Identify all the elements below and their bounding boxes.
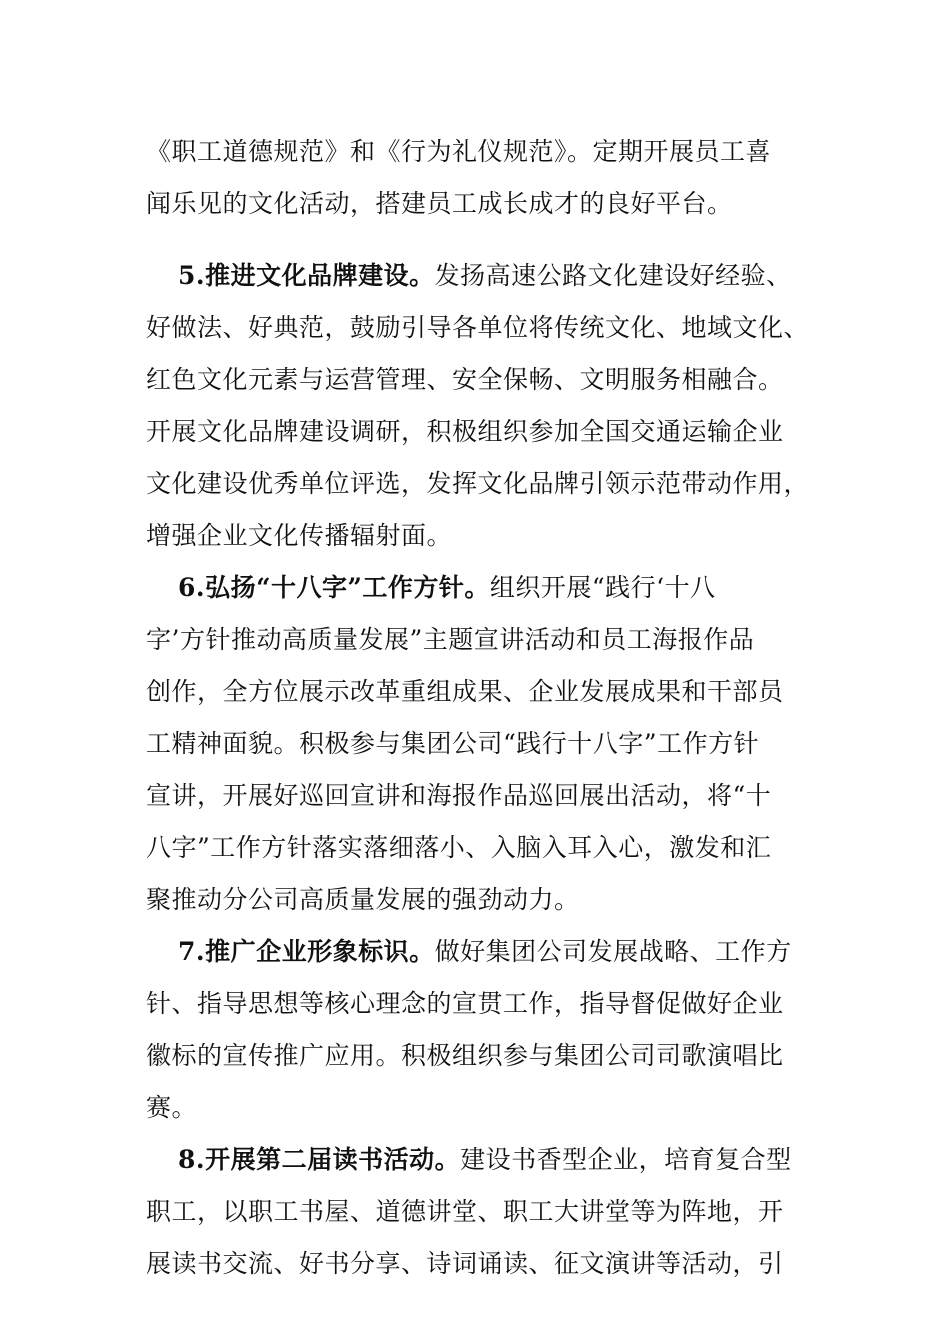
text-line bbox=[146, 926, 806, 978]
text-line: 开展文化品牌建设调研，积极组织参加全国交通运输企业 bbox=[146, 417, 784, 446]
item-7-text: 做好集团公司发展战略、工作方 bbox=[434, 937, 792, 966]
item-6-text: 组织开展“践行‘十八 bbox=[489, 573, 716, 602]
item-7-heading: 7.推广企业形象标识。 bbox=[178, 937, 435, 966]
paragraph-continuation bbox=[146, 126, 806, 230]
text-line: 《职工道德规范》和《行为礼仪规范》。定期开展员工喜 bbox=[146, 137, 772, 166]
text-line: 增强企业文化传播辐射面。 bbox=[146, 521, 453, 550]
text-line: 工精神面貌。积极参与集团公司“践行十八字”工作方针 bbox=[146, 729, 760, 758]
item-8-paragraph bbox=[146, 1134, 806, 1290]
text-line: 文化建设优秀单位评选，发挥文化品牌引领示范带动作用， bbox=[146, 469, 810, 498]
text-line: 好做法、好典范，鼓励引导各单位将传统文化、地域文化、 bbox=[146, 313, 810, 342]
text-line: 聚推动分公司高质量发展的强劲动力。 bbox=[146, 885, 580, 914]
text-line: 闻乐见的文化活动，搭建员工成长成才的良好平台。 bbox=[146, 189, 733, 218]
text-line: 徽标的宣传推广应用。积极组织参与集团公司司歌演唱比 bbox=[146, 1041, 784, 1070]
text-line: 展读书交流、好书分享、诗词诵读、征文演讲等活动，引 bbox=[146, 1249, 784, 1278]
item-6-heading: 6.弘扬“十八字”工作方针。 bbox=[178, 573, 490, 602]
text-line: 赛。 bbox=[146, 1093, 198, 1122]
item-5-text: 发扬高速公路文化建设好经验、 bbox=[434, 261, 792, 290]
text-line: 红色文化元素与运营管理、安全保畅、文明服务相融合。 bbox=[146, 365, 784, 394]
text-line: 创作，全方位展示改革重组成果、企业发展成果和干部员 bbox=[146, 677, 784, 706]
item-8-text: 建设书香型企业，培育复合型 bbox=[460, 1145, 792, 1174]
text-line: 宣讲，开展好巡回宣讲和海报作品巡回展出活动，将“十 bbox=[146, 781, 772, 810]
text-line: 八字”工作方针落实落细落小、入脑入耳入心，激发和汇 bbox=[146, 833, 772, 862]
item-7-paragraph bbox=[146, 926, 806, 1134]
document-body bbox=[146, 126, 810, 1290]
item-5-paragraph bbox=[146, 250, 810, 562]
text-line: 职工，以职工书屋、道德讲堂、职工大讲堂等为阵地，开 bbox=[146, 1197, 784, 1226]
item-5-heading: 5.推进文化品牌建设。 bbox=[178, 261, 435, 290]
text-line bbox=[146, 1134, 806, 1186]
text-line bbox=[146, 562, 806, 614]
item-6-paragraph bbox=[146, 562, 806, 926]
text-line: 针、指导思想等核心理念的宣贯工作，指导督促做好企业 bbox=[146, 989, 784, 1018]
item-8-heading: 8.开展第二届读书活动。 bbox=[178, 1145, 461, 1174]
text-line bbox=[146, 250, 806, 302]
text-line: 字’方针推动高质量发展”主题宣讲活动和员工海报作品 bbox=[146, 625, 755, 654]
